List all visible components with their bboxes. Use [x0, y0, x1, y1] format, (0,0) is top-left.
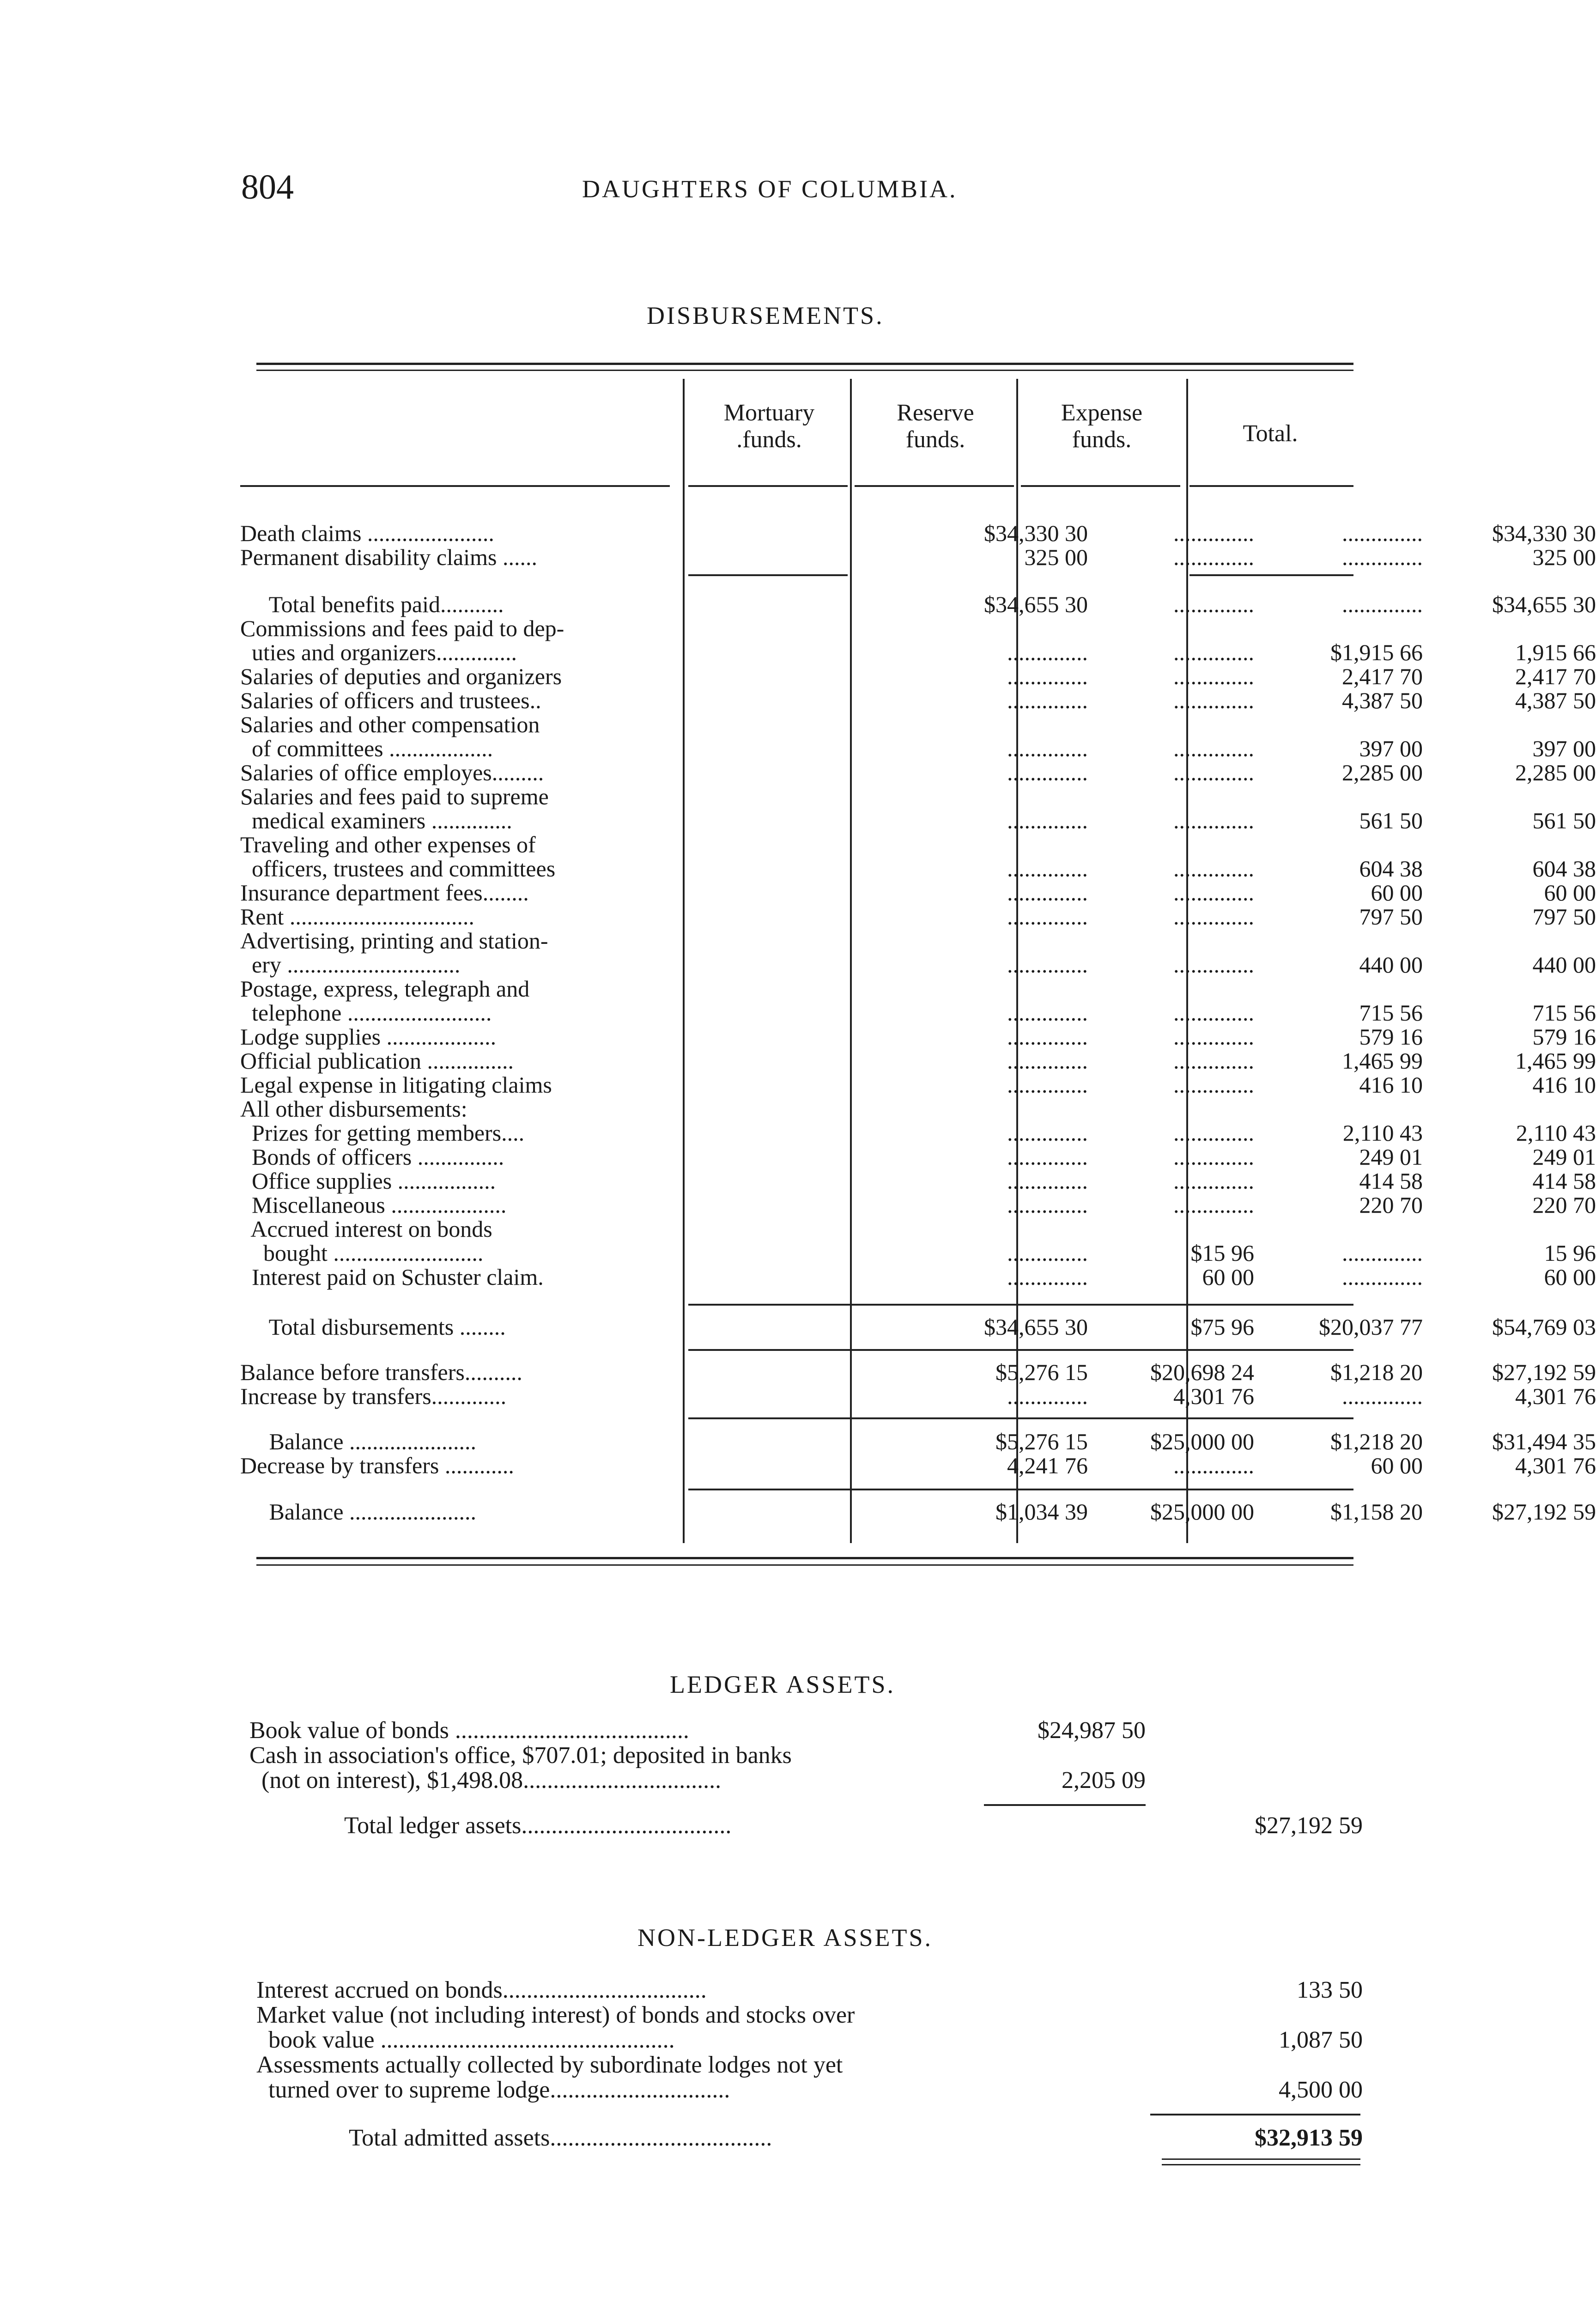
total-value: 604 38 [1532, 856, 1596, 881]
final-double-rule-1 [1162, 2158, 1360, 2160]
reserve-value: .............. [1173, 1072, 1254, 1098]
row-label: Official publication ............... [240, 1048, 514, 1074]
mortuary-value: .............. [1007, 1383, 1088, 1409]
ledger-line-bonds: Book value of bonds ....................................... [249, 1717, 689, 1744]
column-header-reserve-line2: funds. [905, 426, 965, 453]
reserve-value: $25,000 00 [1150, 1499, 1254, 1525]
table-row [240, 1453, 1596, 1478]
non-ledger-line-market: Market value (not including interest) of bonds and stocks over [256, 2002, 855, 2028]
row-label: Commissions and fees paid to dep- [240, 615, 564, 641]
mortuary-value: .............. [1007, 808, 1088, 833]
column-header-reserve-line1: Reserve [897, 400, 974, 426]
running-title: DAUGHTERS OF COLUMBIA. [582, 175, 958, 203]
reserve-value: .............. [1173, 1453, 1254, 1478]
row-label: Prizes for getting members.... [240, 1120, 525, 1146]
expense-value: $1,218 20 [1330, 1429, 1423, 1454]
row-label: medical examiners .............. [240, 808, 512, 833]
table-row [240, 1359, 1596, 1385]
table-row [240, 687, 1596, 713]
total-value: 397 00 [1532, 736, 1596, 761]
rule-after-transfers [688, 1417, 1353, 1419]
mortuary-value: 325 00 [1024, 544, 1088, 570]
reserve-value: .............. [1173, 663, 1254, 689]
non-ledger-subtotal-rule [1150, 2114, 1360, 2115]
reserve-value: .............. [1173, 880, 1254, 906]
expense-value: .............. [1342, 1264, 1423, 1290]
row-label: Postage, express, telegraph and [240, 976, 530, 1002]
reserve-value: .............. [1173, 1192, 1254, 1218]
expense-value: 220 70 [1359, 1192, 1423, 1218]
non-ledger-total-amount: $32,913 59 [1255, 2125, 1363, 2151]
ledger-subtotal-rule [984, 1804, 1146, 1806]
expense-value: $20,037 77 [1319, 1314, 1423, 1340]
mortuary-value: .............. [1007, 1240, 1088, 1266]
column-header-total-line1: Total. [1243, 420, 1298, 447]
mortuary-value: .............. [1007, 1048, 1088, 1074]
total-value: $31,494 35 [1492, 1429, 1596, 1454]
non-ledger-line-assessments-cont: turned over to supreme lodge.............................. [256, 2077, 730, 2103]
row-label: Rent ................................ [240, 904, 474, 930]
reserve-value: .............. [1173, 952, 1254, 978]
row-label: Increase by transfers............. [240, 1383, 507, 1409]
expense-value: .............. [1342, 1383, 1423, 1409]
expense-value: 561 50 [1359, 808, 1423, 833]
column-header-mortuary-line2: .funds. [736, 426, 802, 453]
row-label: Salaries and other compensation [240, 711, 540, 737]
reserve-value: 60 00 [1202, 1264, 1254, 1290]
table-row [240, 1000, 1596, 1026]
table-row [240, 1240, 1596, 1266]
table-row [240, 784, 1353, 808]
rule-after-claims [688, 574, 848, 576]
mortuary-value: $34,330 30 [984, 520, 1088, 546]
table-row [240, 833, 1353, 857]
mortuary-value: .............. [1007, 1120, 1088, 1146]
row-label: Balance ...................... [240, 1429, 477, 1454]
mortuary-value: .............. [1007, 1000, 1088, 1026]
expense-value: 249 01 [1359, 1144, 1423, 1170]
mortuary-value: .............. [1007, 952, 1088, 978]
row-label: Bonds of officers ............... [240, 1144, 504, 1170]
non-ledger-amount-assessments: 4,500 00 [1279, 2077, 1363, 2103]
non-ledger-amount-interest: 133 50 [1297, 1977, 1363, 2003]
expense-value: 2,285 00 [1342, 760, 1423, 785]
table-row [240, 736, 1596, 761]
total-value: $27,192 59 [1492, 1499, 1596, 1525]
expense-value: $1,158 20 [1330, 1499, 1423, 1525]
table-row [240, 1048, 1596, 1074]
mortuary-value: .............. [1007, 904, 1088, 930]
expense-value: 416 10 [1359, 1072, 1423, 1098]
expense-value: 797 50 [1359, 904, 1423, 930]
row-label: officers, trustees and committees [240, 856, 556, 881]
row-label: Death claims ...................... [240, 520, 494, 546]
table-row [240, 1217, 1353, 1241]
row-label: of committees .................. [240, 736, 493, 761]
reserve-value: .............. [1173, 1024, 1254, 1050]
expense-value: 440 00 [1359, 952, 1423, 978]
bottom-rule-2 [256, 1564, 1353, 1566]
row-label: Total disbursements ........ [240, 1314, 506, 1340]
expense-value: 60 00 [1371, 1453, 1423, 1478]
mortuary-value: .............. [1007, 1168, 1088, 1194]
row-label: All other disbursements: [240, 1096, 467, 1122]
row-label: Interest paid on Schuster claim. [240, 1264, 544, 1290]
reserve-value: .............. [1173, 1048, 1254, 1074]
expense-value: .............. [1342, 520, 1423, 546]
row-label: Office supplies ................. [240, 1168, 496, 1194]
mortuary-value: $5,276 15 [995, 1359, 1088, 1385]
ledger-total-amount: $27,192 59 [1255, 1812, 1363, 1839]
mortuary-value: .............. [1007, 687, 1088, 713]
non-ledger-line-interest: Interest accrued on bonds.................................. [256, 1977, 707, 2003]
row-label: Balance before transfers.......... [240, 1359, 522, 1385]
table-row [240, 1264, 1596, 1290]
table-row [240, 977, 1353, 1001]
reserve-value: .............. [1173, 687, 1254, 713]
non-ledger-amount-market: 1,087 50 [1279, 2027, 1363, 2053]
disbursement-row-list [240, 0, 1596, 2310]
mortuary-value: .............. [1007, 736, 1088, 761]
mortuary-value: .............. [1007, 1264, 1088, 1290]
row-label: Decrease by transfers ............ [240, 1453, 514, 1478]
mortuary-value: $5,276 15 [995, 1429, 1088, 1454]
table-row [240, 880, 1596, 906]
page-number: 804 [241, 168, 294, 207]
non-ledger-line-market-cont: book value ................................................. [256, 2027, 675, 2053]
total-value: 715 56 [1532, 1000, 1596, 1026]
table-row [240, 952, 1596, 978]
total-value: 2,417 70 [1515, 663, 1596, 689]
expense-value: 579 16 [1359, 1024, 1423, 1050]
reserve-value: .............. [1173, 760, 1254, 785]
table-row [240, 712, 1353, 736]
table-row [240, 1383, 1596, 1409]
row-label: Salaries of officers and trustees.. [240, 687, 541, 713]
reserve-value: .............. [1173, 1168, 1254, 1194]
total-value: 15 96 [1544, 1240, 1596, 1266]
table-row [240, 1499, 1596, 1525]
mortuary-value: $34,655 30 [984, 591, 1088, 617]
table-row [240, 904, 1596, 930]
ledger-amount-bonds: $24,987 50 [1038, 1717, 1146, 1744]
row-label: Traveling and other expenses of [240, 832, 536, 857]
expense-value: 715 56 [1359, 1000, 1423, 1026]
column-header-expense-line2: funds. [1072, 426, 1132, 453]
table-row [240, 808, 1596, 833]
table-row [240, 760, 1596, 785]
total-value: 60 00 [1544, 1264, 1596, 1290]
expense-value: .............. [1342, 1240, 1423, 1266]
table-row [240, 639, 1596, 665]
reserve-value: .............. [1173, 1144, 1254, 1170]
mortuary-value: .............. [1007, 1024, 1088, 1050]
total-value: $34,330 30 [1492, 520, 1596, 546]
bottom-rule-1 [256, 1557, 1353, 1559]
expense-value: 397 00 [1359, 736, 1423, 761]
reserve-value: .............. [1173, 639, 1254, 665]
table-row [240, 1024, 1596, 1050]
expense-value: 414 58 [1359, 1168, 1423, 1194]
row-label: telephone ......................... [240, 1000, 492, 1026]
mortuary-value: .............. [1007, 1144, 1088, 1170]
total-value: 416 10 [1532, 1072, 1596, 1098]
rule-after-decrease [688, 1489, 1353, 1490]
table-row [240, 544, 1596, 570]
non-ledger-line-assessments: Assessments actually collected by subordinate lodges not yet [256, 2052, 843, 2078]
total-value: 4,387 50 [1515, 687, 1596, 713]
total-value: 60 00 [1544, 880, 1596, 906]
row-label: Insurance department fees........ [240, 880, 529, 906]
total-value: 249 01 [1532, 1144, 1596, 1170]
mortuary-value: .............. [1007, 639, 1088, 665]
reserve-value: .............. [1173, 591, 1254, 617]
mortuary-value: 4,241 76 [1007, 1453, 1088, 1478]
row-label: Advertising, printing and station- [240, 928, 548, 954]
column-header-expense-line1: Expense [1061, 400, 1143, 426]
row-label: Balance ...................... [240, 1499, 477, 1525]
disbursements-title: DISBURSEMENTS. [647, 302, 884, 329]
row-label: Miscellaneous .................... [240, 1192, 507, 1218]
reserve-value: .............. [1173, 808, 1254, 833]
reserve-value: .............. [1173, 1000, 1254, 1026]
mortuary-value: .............. [1007, 760, 1088, 785]
table-row [240, 663, 1596, 689]
non-ledger-total-label: Total admitted assets..................................... [349, 2125, 772, 2151]
row-label: uties and organizers.............. [240, 639, 517, 665]
mortuary-value: $34,655 30 [984, 1314, 1088, 1340]
row-label: bought .......................... [240, 1240, 484, 1266]
mortuary-value: $1,034 39 [995, 1499, 1088, 1525]
final-double-rule-2 [1162, 2164, 1360, 2165]
ledger-line-cash: Cash in association's office, $707.01; deposited in banks [249, 1742, 792, 1769]
row-label: Salaries of deputies and organizers [240, 663, 562, 689]
ledger-amount-cash: 2,205 09 [1062, 1767, 1146, 1793]
mortuary-value: .............. [1007, 880, 1088, 906]
mortuary-value: .............. [1007, 1192, 1088, 1218]
table-row [240, 1144, 1596, 1170]
table-row [240, 1097, 1353, 1121]
reserve-value: .............. [1173, 520, 1254, 546]
total-value: 4,301 76 [1515, 1453, 1596, 1478]
total-value: $34,655 30 [1492, 591, 1596, 617]
reserve-value: $20,698 24 [1150, 1359, 1254, 1385]
table-row [240, 591, 1596, 617]
expense-value: 60 00 [1371, 880, 1423, 906]
row-label: Permanent disability claims ...... [240, 544, 537, 570]
reserve-value: 4,301 76 [1173, 1383, 1254, 1409]
reserve-value: .............. [1173, 544, 1254, 570]
rule-before-total-disb [688, 1304, 1353, 1306]
row-label: Total benefits paid........... [240, 591, 504, 617]
rule-after-total-disb [688, 1349, 1353, 1351]
total-value: 4,301 76 [1515, 1383, 1596, 1409]
ledger-total-label: Total ledger assets................................... [344, 1812, 732, 1839]
expense-value: 4,387 50 [1342, 687, 1423, 713]
total-value: 797 50 [1532, 904, 1596, 930]
reserve-value: .............. [1173, 1120, 1254, 1146]
total-value: 440 00 [1532, 952, 1596, 978]
reserve-value: $75 96 [1190, 1314, 1254, 1340]
table-row [240, 1120, 1596, 1146]
row-label: Accrued interest on bonds [240, 1216, 492, 1242]
total-value: 325 00 [1532, 544, 1596, 570]
table-row [240, 1429, 1596, 1454]
expense-value: 604 38 [1359, 856, 1423, 881]
row-label: Legal expense in litigating claims [240, 1072, 552, 1098]
expense-value: .............. [1342, 591, 1423, 617]
rule-after-claims-total [1189, 574, 1353, 576]
total-value: 579 16 [1532, 1024, 1596, 1050]
expense-value: .............. [1342, 544, 1423, 570]
row-label: ery .............................. [240, 952, 461, 978]
total-value: 1,465 99 [1515, 1048, 1596, 1074]
reserve-value: .............. [1173, 856, 1254, 881]
table-row [240, 1314, 1596, 1340]
reserve-value: .............. [1173, 904, 1254, 930]
table-row [240, 1192, 1596, 1218]
reserve-value: $25,000 00 [1150, 1429, 1254, 1454]
expense-value: $1,218 20 [1330, 1359, 1423, 1385]
total-value: 2,110 43 [1516, 1120, 1596, 1146]
table-row [240, 616, 1353, 640]
table-row [240, 1072, 1596, 1098]
row-label: Salaries and fees paid to supreme [240, 784, 549, 809]
row-label: Lodge supplies ................... [240, 1024, 497, 1050]
mortuary-value: .............. [1007, 856, 1088, 881]
ledger-line-cash-cont: (not on interest), $1,498.08................................. [249, 1767, 722, 1793]
expense-value: $1,915 66 [1330, 639, 1423, 665]
reserve-value: .............. [1173, 736, 1254, 761]
non-ledger-assets-title: NON-LEDGER ASSETS. [637, 1924, 933, 1951]
expense-value: 1,465 99 [1342, 1048, 1423, 1074]
row-label: Salaries of office employes......... [240, 760, 544, 785]
expense-value: 2,110 43 [1342, 1120, 1423, 1146]
column-header-mortuary-line1: Mortuary [723, 400, 815, 426]
total-value: 220 70 [1532, 1192, 1596, 1218]
total-value: 2,285 00 [1515, 760, 1596, 785]
table-row [240, 520, 1596, 546]
reserve-value: $15 96 [1190, 1240, 1254, 1266]
table-row [240, 856, 1596, 881]
ledger-assets-title: LEDGER ASSETS. [670, 1671, 896, 1698]
mortuary-value: .............. [1007, 1072, 1088, 1098]
expense-value: 2,417 70 [1342, 663, 1423, 689]
total-value: 561 50 [1532, 808, 1596, 833]
total-value: $54,769 03 [1492, 1314, 1596, 1340]
table-row [240, 929, 1353, 953]
table-row [240, 1168, 1596, 1194]
total-value: 414 58 [1532, 1168, 1596, 1194]
total-value: 1,915 66 [1515, 639, 1596, 665]
mortuary-value: .............. [1007, 663, 1088, 689]
total-value: $27,192 59 [1492, 1359, 1596, 1385]
